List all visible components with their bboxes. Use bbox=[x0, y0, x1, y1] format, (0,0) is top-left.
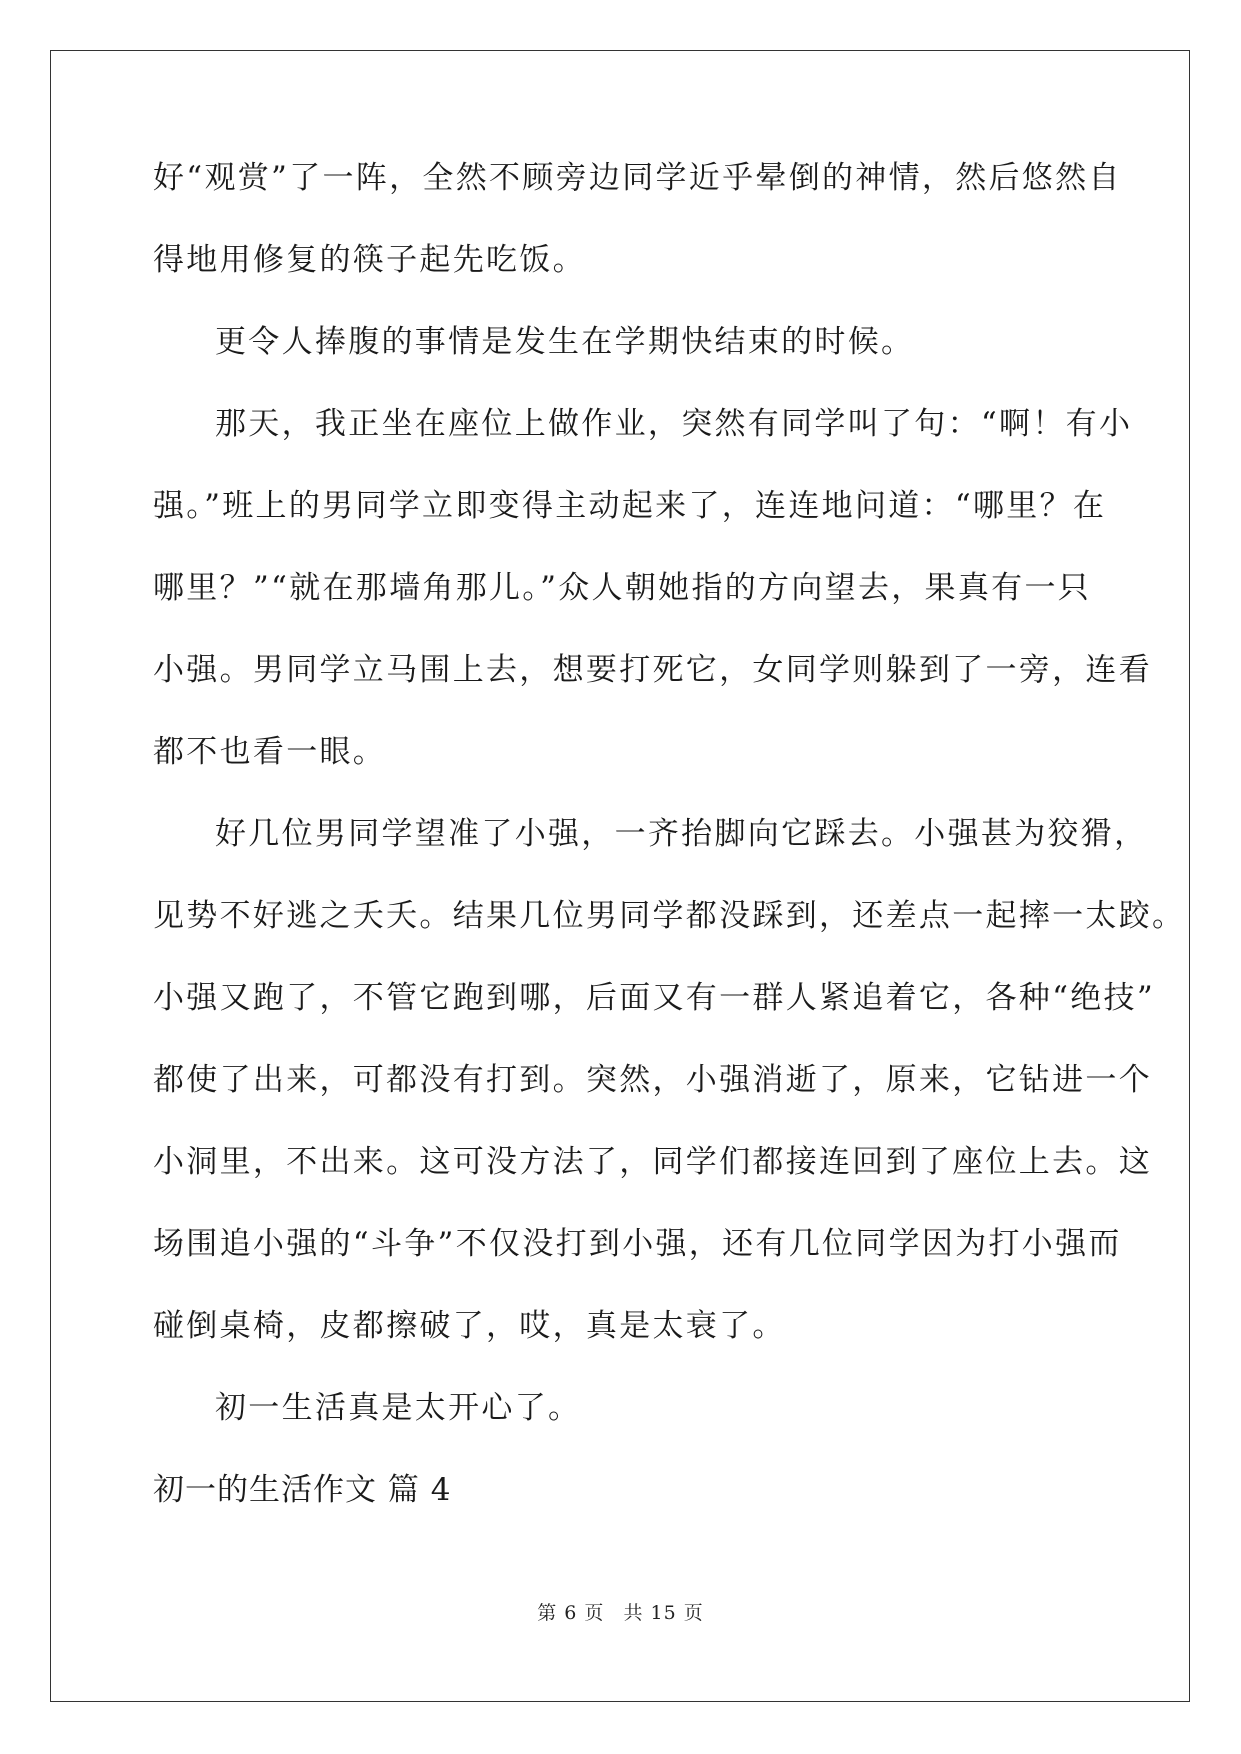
text-line-3: 更令人捧腹的事情是发生在学期快结束的时候。 bbox=[215, 324, 915, 360]
page-number: 第 6 页 bbox=[537, 1602, 605, 1624]
text-line-11: 小强又跑了，不管它跑到哪，后面又有一群人紧追着它，各种“绝技” bbox=[153, 980, 1155, 1016]
text-line-13: 小洞里，不出来。这可没方法了，同学们都接连回到了座位上去。这 bbox=[153, 1144, 1152, 1180]
text-line-6: 哪里？”“就在那墙角那儿。”众人朝她指的方向望去，果真有一只 bbox=[153, 570, 1092, 606]
text-line-8: 都不也看一眼。 bbox=[153, 734, 387, 770]
text-line-16: 初一生活真是太开心了。 bbox=[215, 1390, 582, 1426]
text-line-5: 强。”班上的男同学立即变得主动起来了，连连地问道：“哪里？在 bbox=[153, 488, 1107, 524]
text-line-9: 好几位男同学望准了小强，一齐抬脚向它踩去。小强甚为狡猾， bbox=[215, 816, 1148, 852]
text-line-10: 见势不好逃之夭夭。结果几位男同学都没踩到，还差点一起摔一太跤。 bbox=[153, 898, 1186, 934]
text-line-7: 小强。男同学立马围上去，想要打死它，女同学则躲到了一旁，连看 bbox=[153, 652, 1152, 688]
text-line-14: 场围追小强的“斗争”不仅没打到小强，还有几位同学因为打小强而 bbox=[153, 1226, 1122, 1262]
page-total: 共 15 页 bbox=[623, 1602, 704, 1624]
section-heading: 初一的生活作文 篇 4 bbox=[153, 1472, 452, 1508]
text-line-4: 那天，我正坐在座位上做作业，突然有同学叫了句：“啊！有小 bbox=[215, 406, 1133, 442]
text-line-1: 好“观赏”了一阵，全然不顾旁边同学近乎晕倒的神情，然后悠然自 bbox=[153, 160, 1122, 196]
text-line-12: 都使了出来，可都没有打到。突然，小强消逝了，原来，它钻进一个 bbox=[153, 1062, 1152, 1098]
document-body bbox=[153, 158, 1186, 1552]
page-footer bbox=[0, 1598, 1241, 1625]
text-line-15: 碰倒桌椅，皮都擦破了，哎，真是太衰了。 bbox=[153, 1308, 786, 1344]
text-line-2: 得地用修复的筷子起先吃饭。 bbox=[153, 242, 586, 278]
